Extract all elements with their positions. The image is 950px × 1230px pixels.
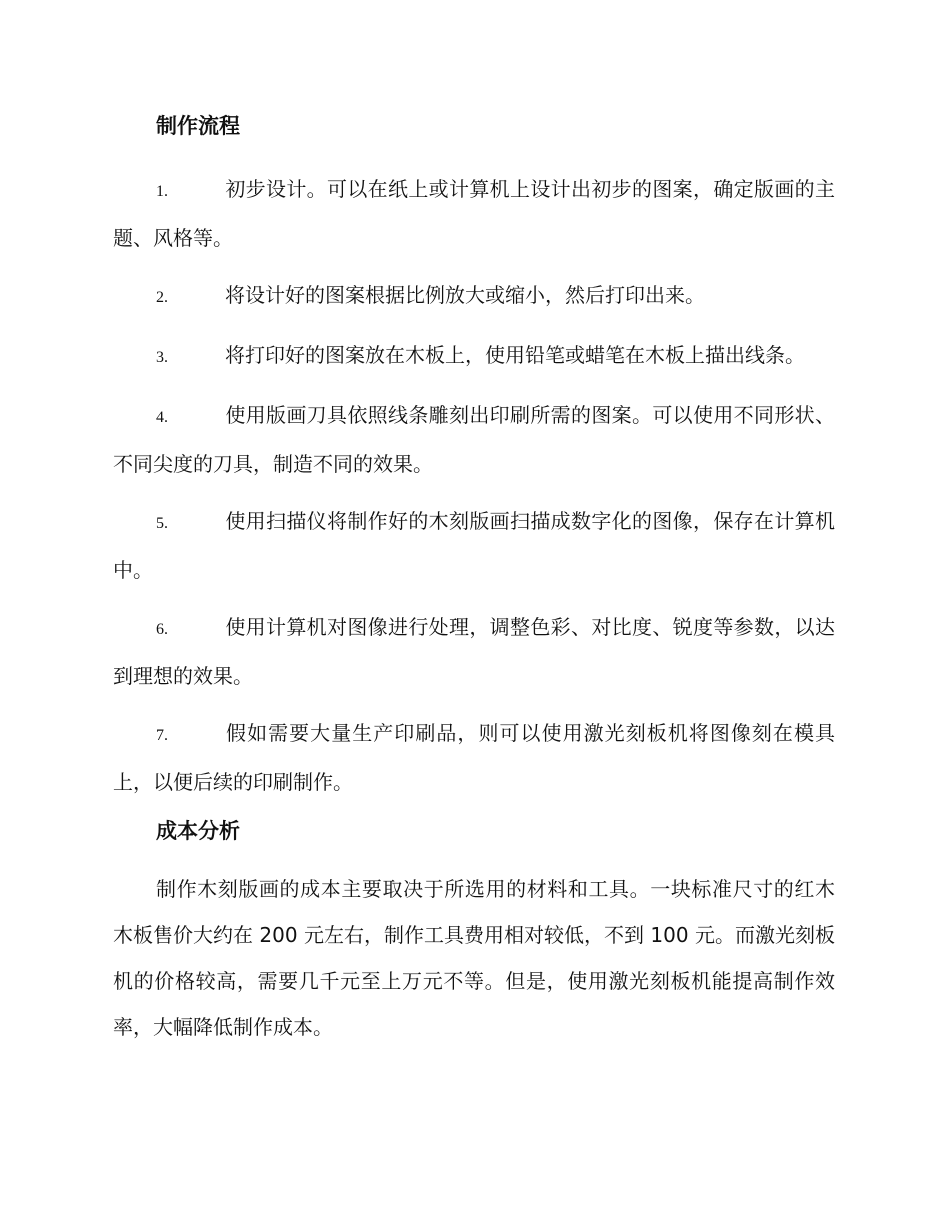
- process-steps-list: [113, 166, 835, 805]
- step-item-6: [113, 604, 835, 699]
- step-number: 2.: [156, 289, 168, 306]
- cost-paragraph: 制作木刻版画的成本主要取决于所选用的材料和工具。一块标准尺寸的红木木板售价大约在 200 元左右，制作工具费用相对较低，不到 100 元。而激光刻板机的价格较高，需要几千元至上万元不等。但是，使用激光刻板机能提高制作效率，大幅降低制作成本。: [113, 877, 835, 1039]
- step-item-2: [113, 272, 835, 321]
- step-number: 4.: [156, 409, 168, 426]
- step-text: 假如需要大量生产印刷品，则可以使用激光刻板机将图像刻在模具上，以便后续的印刷制作。: [113, 721, 835, 794]
- step-item-3: [113, 332, 835, 381]
- step-text: 将打印好的图案放在木板上，使用铅笔或蜡笔在木板上描出线条。: [225, 343, 805, 367]
- step-item-4: [113, 392, 835, 487]
- step-item-7: [113, 710, 835, 805]
- step-number: 1.: [156, 183, 168, 200]
- step-text: 使用计算机对图像进行处理，调整色彩、对比度、锐度等参数，以达到理想的效果。: [113, 615, 835, 688]
- step-item-1: [113, 166, 835, 261]
- step-number: 3.: [156, 349, 168, 366]
- step-number: 7.: [156, 727, 168, 744]
- step-text: 初步设计。可以在纸上或计算机上设计出初步的图案，确定版画的主题、风格等。: [113, 177, 835, 250]
- document-page: [113, 111, 835, 1050]
- step-number: 5.: [156, 515, 168, 532]
- step-text: 使用扫描仪将制作好的木刻版画扫描成数字化的图像，保存在计算机中。: [113, 509, 835, 582]
- process-heading: 制作流程: [156, 114, 240, 138]
- step-item-5: [113, 498, 835, 593]
- step-text: 将设计好的图案根据比例放大或缩小，然后打印出来。: [225, 283, 705, 307]
- step-text: 使用版画刀具依照线条雕刻出印刷所需的图案。可以使用不同形状、不同尖度的刀具，制造不同的效果。: [113, 403, 835, 476]
- cost-heading: 成本分析: [156, 819, 240, 843]
- step-number: 6.: [156, 621, 168, 638]
